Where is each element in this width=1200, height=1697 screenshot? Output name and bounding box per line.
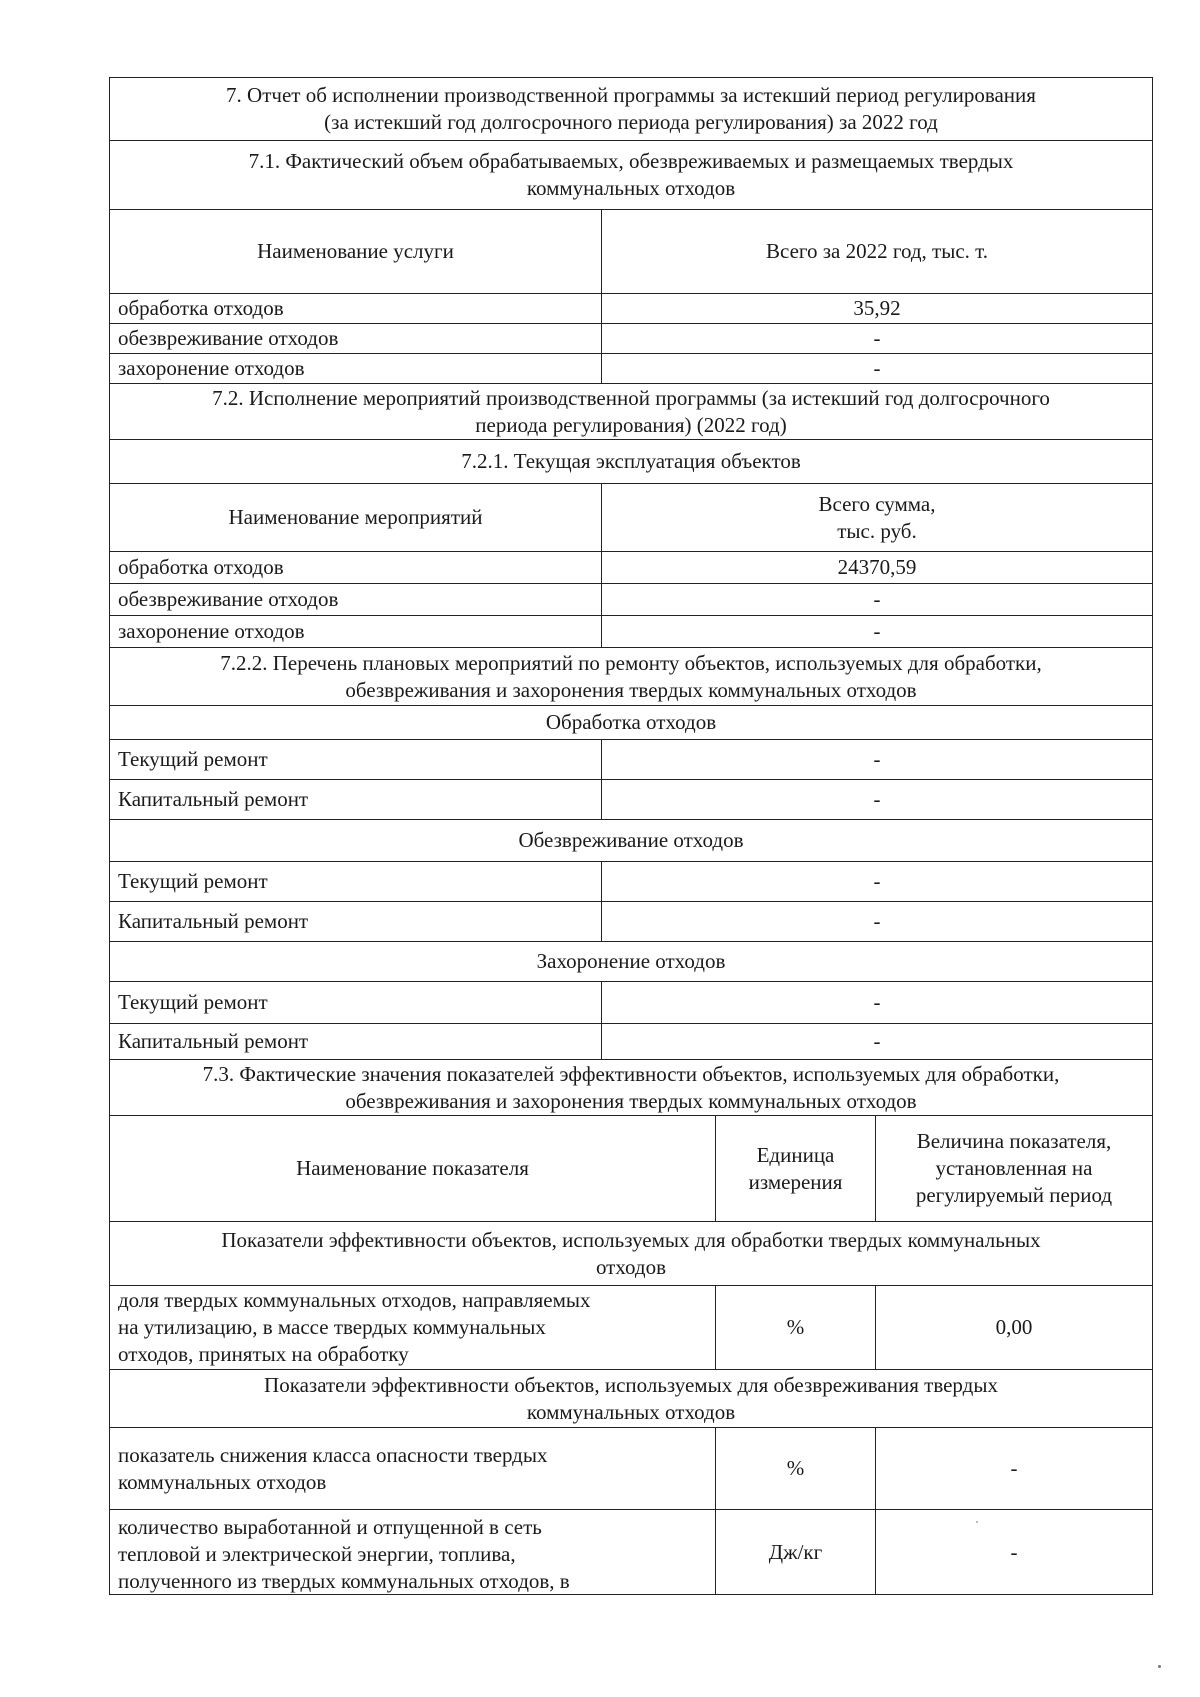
section-7-1-header	[110, 141, 1152, 210]
event-name: обработка отходов	[110, 552, 602, 583]
column-header-unit: Единица измерения	[716, 1116, 876, 1221]
report-table	[109, 77, 1153, 1595]
event-value: -	[873, 587, 881, 611]
repair-type: Текущий ремонт	[110, 862, 602, 901]
service-value: 35,92	[853, 296, 901, 320]
column-header-indicator: Наименование показателя	[110, 1116, 716, 1221]
scan-speck	[1158, 1665, 1161, 1668]
repair-value: -	[873, 990, 881, 1014]
table-row	[110, 324, 1152, 354]
section-7-2-header	[110, 384, 1152, 440]
service-value: -	[873, 326, 881, 350]
repair-type: Капитальный ремонт	[110, 902, 602, 941]
table-row	[110, 616, 1152, 648]
column-header-total: Всего за 2022 год, тыс. т.	[766, 239, 988, 263]
table-row	[110, 1024, 1152, 1060]
indicator-value: -	[1010, 1539, 1018, 1564]
service-name: обработка отходов	[110, 294, 602, 323]
section-7-2-2-header	[110, 648, 1152, 706]
table-row	[110, 354, 1152, 384]
indicator-name: показатель снижения класса опасности твердых коммунальных отходов	[110, 1428, 716, 1509]
service-name: захоронение отходов	[110, 354, 602, 383]
table-row	[110, 982, 1152, 1024]
service-name: обезвреживание отходов	[110, 324, 602, 353]
group-header	[110, 942, 1152, 982]
service-value: -	[873, 356, 881, 380]
table-row	[110, 862, 1152, 902]
indicator-unit: %	[716, 1428, 876, 1509]
table-row	[110, 902, 1152, 942]
column-header-service: Наименование услуги	[110, 210, 602, 293]
event-value: 24370,59	[837, 555, 917, 579]
event-name: захоронение отходов	[110, 616, 602, 647]
repair-type: Капитальный ремонт	[110, 1024, 602, 1059]
table-row	[110, 740, 1152, 780]
group-title: Обработка отходов	[545, 710, 717, 734]
repair-value: -	[873, 747, 881, 771]
section-7-3-title: 7.3. Фактические значения показателей эффективности объектов, используемых для обработки, обезвреживания и захоронения твердых коммунальных отходов	[202, 1061, 1060, 1113]
table-row	[110, 780, 1152, 820]
group-header	[110, 706, 1152, 740]
section-7-header	[110, 78, 1152, 141]
indicator-unit: %	[716, 1286, 876, 1369]
column-header-event: Наименование мероприятий	[110, 484, 602, 551]
repair-value: -	[873, 869, 881, 893]
section-7-title: 7. Отчет об исполнении производственной программы за истекший период регулирования (за истекший год долгосрочного периода регулирования) за 2022 год	[226, 83, 1036, 134]
section-7-3-header	[110, 1060, 1152, 1116]
group-title: Захоронение отходов	[536, 949, 726, 973]
indicator-value: 0,00	[995, 1315, 1033, 1339]
repair-type: Капитальный ремонт	[110, 780, 602, 819]
section-7-2-2-title: 7.2.2. Перечень плановых мероприятий по ремонту объектов, используемых для обработки, обезвреживания и захоронения твердых коммунальных отходов	[220, 650, 1042, 702]
table-header-row	[110, 1116, 1152, 1222]
table-row	[110, 1428, 1152, 1510]
group-title: Показатели эффективности объектов, используемых для обработки твердых коммунальных отходов	[221, 1227, 1041, 1279]
repair-value: -	[873, 909, 881, 933]
group-title: Показатели эффективности объектов, используемых для обезвреживания твердых коммунальных отходов	[264, 1372, 998, 1424]
indicator-unit: Дж/кг	[716, 1510, 876, 1594]
scan-speck	[976, 1521, 978, 1523]
indicator-name: доля твердых коммунальных отходов, направляемых на утилизацию, в массе твердых коммунальных отходов, принятых на обработку	[110, 1286, 716, 1369]
repair-value: -	[873, 1029, 881, 1053]
group-header	[110, 1222, 1152, 1286]
event-name: обезвреживание отходов	[110, 584, 602, 615]
column-header-value: Величина показателя, установленная на регулируемый период	[915, 1129, 1113, 1207]
table-row	[110, 552, 1152, 584]
section-7-1-title: 7.1. Фактический объем обрабатываемых, обезвреживаемых и размещаемых твердых коммунальных отходов	[248, 149, 1014, 200]
table-row	[110, 294, 1152, 324]
table-header-row	[110, 210, 1152, 294]
section-7-2-title: 7.2. Исполнение мероприятий производственной программы (за истекший год долгосрочного периода регулирования) (2022 год)	[212, 385, 1050, 437]
indicator-value: -	[1010, 1456, 1018, 1480]
repair-type: Текущий ремонт	[110, 740, 602, 779]
table-row	[110, 1510, 1152, 1594]
repair-value: -	[873, 787, 881, 811]
group-title: Обезвреживание отходов	[518, 828, 744, 852]
table-row	[110, 584, 1152, 616]
table-header-row	[110, 484, 1152, 552]
group-header	[110, 1370, 1152, 1428]
section-7-2-1-header	[110, 440, 1152, 484]
indicator-name: количество выработанной и отпущенной в сеть тепловой и электрической энергии, топлива, полученного из твердых коммунальных отходов, в	[110, 1510, 716, 1594]
column-header-sum: Всего сумма, тыс. руб.	[818, 491, 936, 543]
section-7-2-1-title: 7.2.1. Текущая эксплуатация объектов	[461, 449, 801, 473]
table-row	[110, 1286, 1152, 1370]
repair-type: Текущий ремонт	[110, 982, 602, 1023]
event-value: -	[873, 619, 881, 643]
group-header	[110, 820, 1152, 862]
